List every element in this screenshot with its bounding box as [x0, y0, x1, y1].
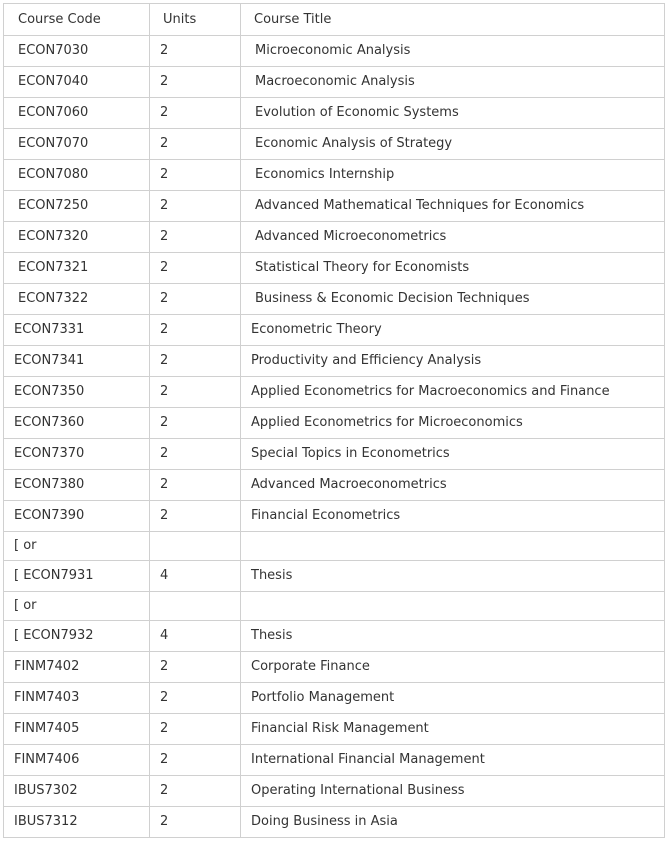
units-cell: 2 [150, 253, 241, 284]
table-row [4, 36, 665, 67]
course-title-cell: Thesis [241, 621, 665, 652]
units-cell: 4 [150, 621, 241, 652]
course-title-cell: Economics Internship [241, 160, 665, 191]
course-title-cell: Macroeconomic Analysis [241, 67, 665, 98]
units-cell: 2 [150, 129, 241, 160]
course-code-cell: ECON7040 [4, 67, 150, 98]
course-table [3, 3, 665, 838]
course-code-cell: IBUS7302 [4, 776, 150, 807]
table-row [4, 67, 665, 98]
course-code-cell: ECON7341 [4, 346, 150, 377]
course-title-cell: Economic Analysis of Strategy [241, 129, 665, 160]
course-code-cell: FINM7402 [4, 652, 150, 683]
units-cell: 2 [150, 408, 241, 439]
course-code-cell: [ or [4, 532, 150, 561]
table-row [4, 377, 665, 408]
course-title-cell: Advanced Mathematical Techniques for Economics [241, 191, 665, 222]
units-cell: 2 [150, 714, 241, 745]
table-row [4, 561, 665, 592]
units-cell: 2 [150, 315, 241, 346]
course-code-cell: ECON7080 [4, 160, 150, 191]
units-cell [150, 592, 241, 621]
units-cell: 2 [150, 346, 241, 377]
table-row [4, 191, 665, 222]
course-title-cell: Financial Econometrics [241, 501, 665, 532]
units-cell: 2 [150, 683, 241, 714]
course-title-cell: Advanced Microeconometrics [241, 222, 665, 253]
table-row [4, 470, 665, 501]
units-cell: 2 [150, 284, 241, 315]
units-cell: 2 [150, 98, 241, 129]
course-title-cell: Thesis [241, 561, 665, 592]
table-row [4, 501, 665, 532]
table-row [4, 222, 665, 253]
table-row [4, 592, 665, 621]
units-cell: 2 [150, 807, 241, 838]
table-row [4, 98, 665, 129]
course-title-cell: Productivity and Efficiency Analysis [241, 346, 665, 377]
course-title-cell: Applied Econometrics for Macroeconomics and Finance [241, 377, 665, 408]
course-code-cell: [ ECON7931 [4, 561, 150, 592]
course-title-cell: Financial Risk Management [241, 714, 665, 745]
units-cell: 2 [150, 160, 241, 191]
units-cell: 2 [150, 67, 241, 98]
course-code-cell: ECON7350 [4, 377, 150, 408]
course-title-cell: Evolution of Economic Systems [241, 98, 665, 129]
units-cell: 2 [150, 776, 241, 807]
course-code-cell: [ or [4, 592, 150, 621]
table-row [4, 776, 665, 807]
table-row [4, 807, 665, 838]
course-code-cell: ECON7320 [4, 222, 150, 253]
units-cell: 4 [150, 561, 241, 592]
course-title-cell: Econometric Theory [241, 315, 665, 346]
table-row [4, 408, 665, 439]
course-table-body [4, 36, 665, 838]
course-list-container [3, 3, 664, 838]
table-row [4, 439, 665, 470]
units-cell: 2 [150, 745, 241, 776]
course-title-cell [241, 532, 665, 561]
course-title-cell: Corporate Finance [241, 652, 665, 683]
course-title-cell: Operating International Business [241, 776, 665, 807]
table-row [4, 652, 665, 683]
course-code-cell: ECON7070 [4, 129, 150, 160]
table-row [4, 160, 665, 191]
table-row [4, 315, 665, 346]
course-code-cell: ECON7370 [4, 439, 150, 470]
table-row [4, 129, 665, 160]
units-cell: 2 [150, 652, 241, 683]
course-code-cell: ECON7060 [4, 98, 150, 129]
course-title-cell: Doing Business in Asia [241, 807, 665, 838]
column-header-units: Units [150, 4, 241, 36]
table-row [4, 714, 665, 745]
course-code-cell: ECON7360 [4, 408, 150, 439]
course-title-cell: Business & Economic Decision Techniques [241, 284, 665, 315]
course-title-cell: Microeconomic Analysis [241, 36, 665, 67]
course-title-cell: Statistical Theory for Economists [241, 253, 665, 284]
table-row [4, 683, 665, 714]
units-cell: 2 [150, 222, 241, 253]
course-code-cell: ECON7030 [4, 36, 150, 67]
units-cell: 2 [150, 501, 241, 532]
course-title-cell: Applied Econometrics for Microeconomics [241, 408, 665, 439]
course-code-cell: [ ECON7932 [4, 621, 150, 652]
course-code-cell: FINM7403 [4, 683, 150, 714]
column-header-course-title: Course Title [241, 4, 665, 36]
course-title-cell: Special Topics in Econometrics [241, 439, 665, 470]
table-row [4, 621, 665, 652]
units-cell: 2 [150, 377, 241, 408]
course-code-cell: ECON7331 [4, 315, 150, 346]
course-title-cell: Advanced Macroeconometrics [241, 470, 665, 501]
course-code-cell: ECON7322 [4, 284, 150, 315]
course-code-cell: IBUS7312 [4, 807, 150, 838]
course-title-cell [241, 592, 665, 621]
table-header-row [4, 4, 665, 36]
table-row [4, 532, 665, 561]
units-cell: 2 [150, 191, 241, 222]
column-header-course-code: Course Code [4, 4, 150, 36]
table-row [4, 284, 665, 315]
table-row [4, 745, 665, 776]
units-cell: 2 [150, 470, 241, 501]
course-code-cell: ECON7321 [4, 253, 150, 284]
course-code-cell: FINM7406 [4, 745, 150, 776]
table-row [4, 346, 665, 377]
units-cell [150, 532, 241, 561]
course-title-cell: Portfolio Management [241, 683, 665, 714]
table-row [4, 253, 665, 284]
course-code-cell: ECON7390 [4, 501, 150, 532]
units-cell: 2 [150, 36, 241, 67]
course-title-cell: International Financial Management [241, 745, 665, 776]
units-cell: 2 [150, 439, 241, 470]
course-code-cell: ECON7250 [4, 191, 150, 222]
course-code-cell: FINM7405 [4, 714, 150, 745]
course-code-cell: ECON7380 [4, 470, 150, 501]
